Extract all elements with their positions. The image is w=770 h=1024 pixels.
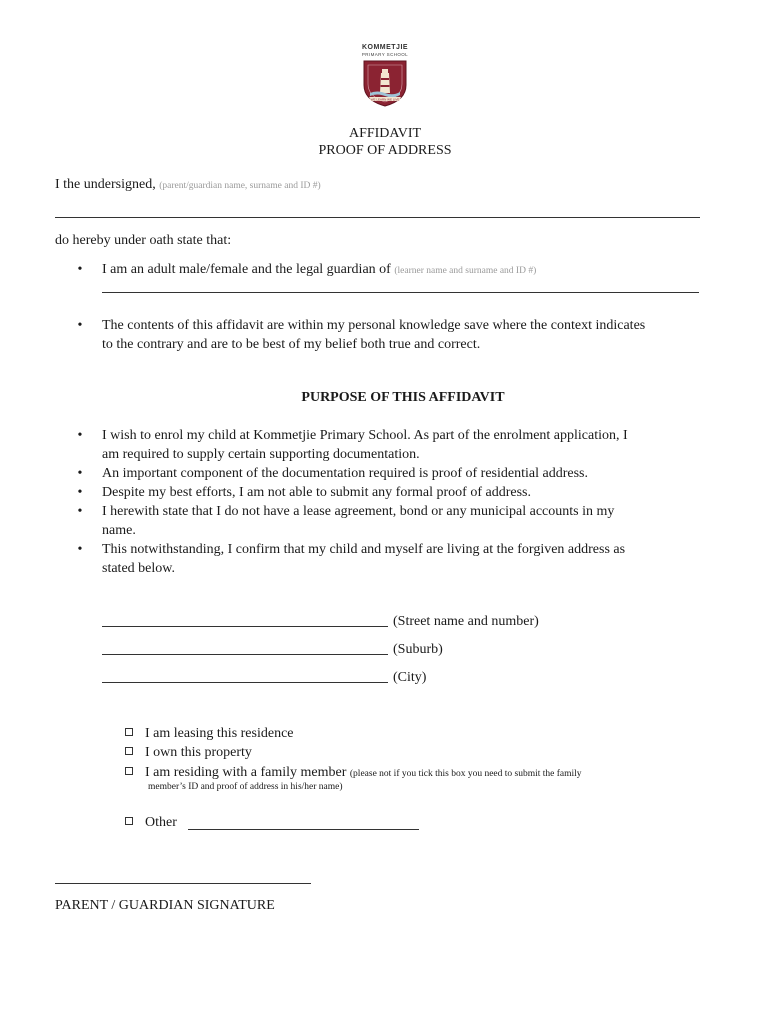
statement-guardian [102,262,536,278]
undersigned-line [55,177,321,193]
street-field[interactable] [102,626,388,627]
statement-knowledge [102,316,722,354]
option-leasing [125,726,294,742]
purpose-item-line: am required to supply certain supporting documentation. [102,447,420,462]
statement-knowledge-line: to the contrary and are to be best of my belief both true and correct. [102,337,481,352]
proof-of-address-title: PROOF OF ADDRESS [318,143,452,158]
bullet-icon: • [77,318,83,333]
purpose-item [102,502,614,540]
bullet-icon: • [77,485,83,500]
other-checkbox[interactable] [125,817,133,825]
undersigned-label: I the undersigned, [55,177,156,192]
affidavit-title: AFFIDAVIT [348,126,422,141]
purpose-item [102,540,625,578]
bullet-icon: • [77,466,83,481]
statement-guardian-text: I am an adult male/female and the legal guardian of [102,262,391,277]
purpose-item-line: I herewith state that I do not have a lease agreement, bond or any municipal accounts in my [102,504,615,519]
city-label: (City) [393,670,427,685]
undersigned-hint: (parent/guardian name, surname and ID #) [159,181,321,191]
option-own-label: I own this property [145,745,252,760]
suburb-label: (Suburb) [393,642,443,657]
option-family-note: (please not if you tick this box you need to submit the family [349,769,582,779]
bullet-icon: • [77,504,83,519]
purpose-item: An important component of the documentation required is proof of residential address. [102,466,588,481]
purpose-item: Despite my best efforts, I am not able to submit any formal proof of address. [102,485,531,500]
undersigned-name-field[interactable] [55,217,700,218]
option-family-note-cont: member’s ID and proof of address in his/her name) [148,782,343,792]
leasing-checkbox[interactable] [125,728,133,736]
oath-statement: do hereby under oath state that: [55,233,232,248]
logo-school-sub: PRIMARY SCHOOL [361,52,409,57]
school-logo [340,44,430,114]
purpose-item-line: I wish to enrol my child at Kommetjie Primary School. As part of the enrolment application, I [102,428,628,443]
purpose-item-line: name. [102,523,136,538]
bullet-icon: • [77,542,83,557]
option-other-label: Other [145,815,177,830]
signature-label: PARENT / GUARDIAN SIGNATURE [55,898,275,913]
own-checkbox[interactable] [125,747,133,755]
purpose-item-line: This notwithstanding, I confirm that my child and myself are living at the forgiven address as [102,542,626,557]
purpose-heading: PURPOSE OF THIS AFFIDAVIT [301,390,505,405]
option-family [125,765,582,781]
bullet-icon: • [77,262,83,277]
option-own [125,745,252,761]
family-checkbox[interactable] [125,767,133,775]
purpose-item [102,426,628,464]
street-label: (Street name and number) [393,614,539,629]
learner-name-field[interactable] [102,292,699,293]
logo-school-name: KOMMETJIE [361,44,409,51]
option-leasing-label: I am leasing this residence [145,726,294,741]
school-crest-icon [362,59,408,107]
purpose-item-line: stated below. [102,561,175,576]
bullet-icon: • [77,428,83,443]
crest-motto: WE LEARN WE LIVE [370,97,400,102]
statement-knowledge-line: The contents of this affidavit are within my personal knowledge save where the context indicates [102,318,646,333]
suburb-field[interactable] [102,654,388,655]
option-other [125,815,177,831]
signature-field[interactable] [55,883,311,884]
option-family-label: I am residing with a family member [145,765,347,780]
statement-guardian-hint: (learner name and surname and ID #) [394,266,537,276]
other-field[interactable] [188,829,419,830]
city-field[interactable] [102,682,388,683]
